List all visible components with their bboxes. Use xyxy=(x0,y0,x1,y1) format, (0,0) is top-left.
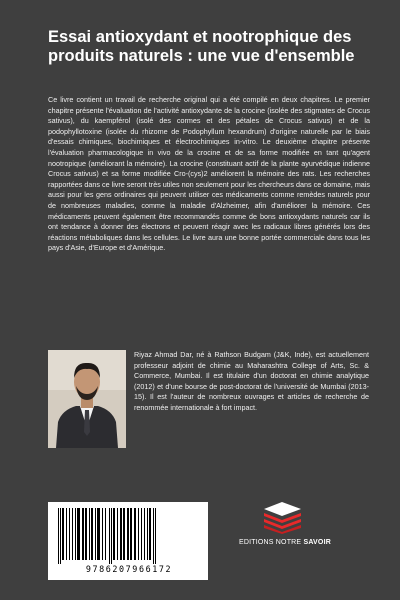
isbn-barcode xyxy=(48,502,208,580)
barcode-bar xyxy=(138,508,139,560)
barcode-bar xyxy=(85,508,87,560)
barcode-bar xyxy=(113,508,115,560)
book-title: Essai antioxydant et nootrophique des produits naturels : une vue d'ensemble xyxy=(48,28,355,65)
publisher-name-regular: EDITIONS NOTRE xyxy=(239,539,304,546)
barcode-bar xyxy=(123,508,125,560)
isbn-number: 9786207966172 xyxy=(85,564,173,574)
barcode-bar xyxy=(58,508,59,564)
book-description: Ce livre contient un travail de recherche original qui a été compilé en deux chapitres. Le premier chapitre présente l'évaluation de l'activité antioxydante de la crocine (isolée des stigmates de Crocus sativus), du kaempférol (isolé des cormes et des pétales de Crocus sativus) et de la podophyllotoxine (isolée du rhizome de Podophyllum hexandrum) d'origine naturelle par le biais d'essais chimiques, biochimiques et électrochimiques in-vitro. Le deuxième chapitre présente l'évaluation pharmacologique in vivo de la crocine et de sa forme modifiée en tant qu'agent nootropique (améliorant la mémoire). La crocine (constituant actif de la plante ayurvédique indienne Crocus sativus) et sa forme modifiée Cro-(cys)2 améliorent la mémoire des rats. Les recherches rapportées dans ce livre seront très utiles non seulement pour les chercheurs dans ce domaine, mais aussi pour les gens ordinaires qui peuvent utiliser ces médicaments comme remèdes naturels pour de nombreuses maladies, comme la maladie d'Alzheimer, afin d'améliorer la mémoire. Ces médicaments peuvent également être recommandés comme de bons antioxydants naturels car ils ont tendance à donner des électrons et peuvent réagir avec les radicaux libres générés lors des réactions métaboliques dans les cellules. Le livre aura une bonne portée commerciale dans tous les pays d'Asie, d'Europe et d'Amérique. xyxy=(48,95,370,253)
barcode-bar xyxy=(75,508,76,560)
barcode-bar xyxy=(117,508,118,560)
publisher-name-bold: SAVOIR xyxy=(303,539,331,546)
barcode-bar xyxy=(147,508,148,560)
publisher-logo-icon xyxy=(260,500,305,534)
barcode-bar xyxy=(72,508,73,560)
author-photo xyxy=(48,350,126,448)
publisher-name xyxy=(230,539,340,546)
author-bio: Riyaz Ahmad Dar, né à Rathson Budgam (J&K, Inde), est actuellement professeur adjoint de chimie au Maharashtra College of Arts, Sc. & Commerce, Mumbai. Il est titulaire d'un doctorat en chimie analytique (2012) et d'une bourse de post-doctorat de l'université de Mumbai (2013-15). Il est l'auteur de nombreux ouvrages et articles de recherche de renommée internationale à fort impact. xyxy=(134,350,369,412)
barcode-bars xyxy=(56,508,202,564)
barcode-bar xyxy=(127,508,129,560)
barcode-bar xyxy=(144,508,145,560)
barcode-bar xyxy=(60,508,61,564)
barcode-bar xyxy=(77,508,80,560)
barcode-bar xyxy=(120,508,122,560)
barcode-bar xyxy=(66,508,67,560)
barcode-bar xyxy=(149,508,151,560)
barcode-bar xyxy=(62,508,64,560)
barcode-bar xyxy=(82,508,84,560)
barcode-bar xyxy=(153,508,154,564)
barcode-bar xyxy=(141,508,142,560)
barcode-bar xyxy=(89,508,90,560)
barcode-bar xyxy=(134,508,136,560)
barcode-bar xyxy=(95,508,96,560)
barcode-bar xyxy=(111,508,112,564)
barcode-bar xyxy=(102,508,103,560)
barcode-bar xyxy=(155,508,156,564)
barcode-bar xyxy=(105,508,106,560)
barcode-bar xyxy=(130,508,132,560)
barcode-bar xyxy=(109,508,110,564)
barcode-bar xyxy=(91,508,93,560)
barcode-bar xyxy=(69,508,70,560)
barcode-bar xyxy=(97,508,100,560)
